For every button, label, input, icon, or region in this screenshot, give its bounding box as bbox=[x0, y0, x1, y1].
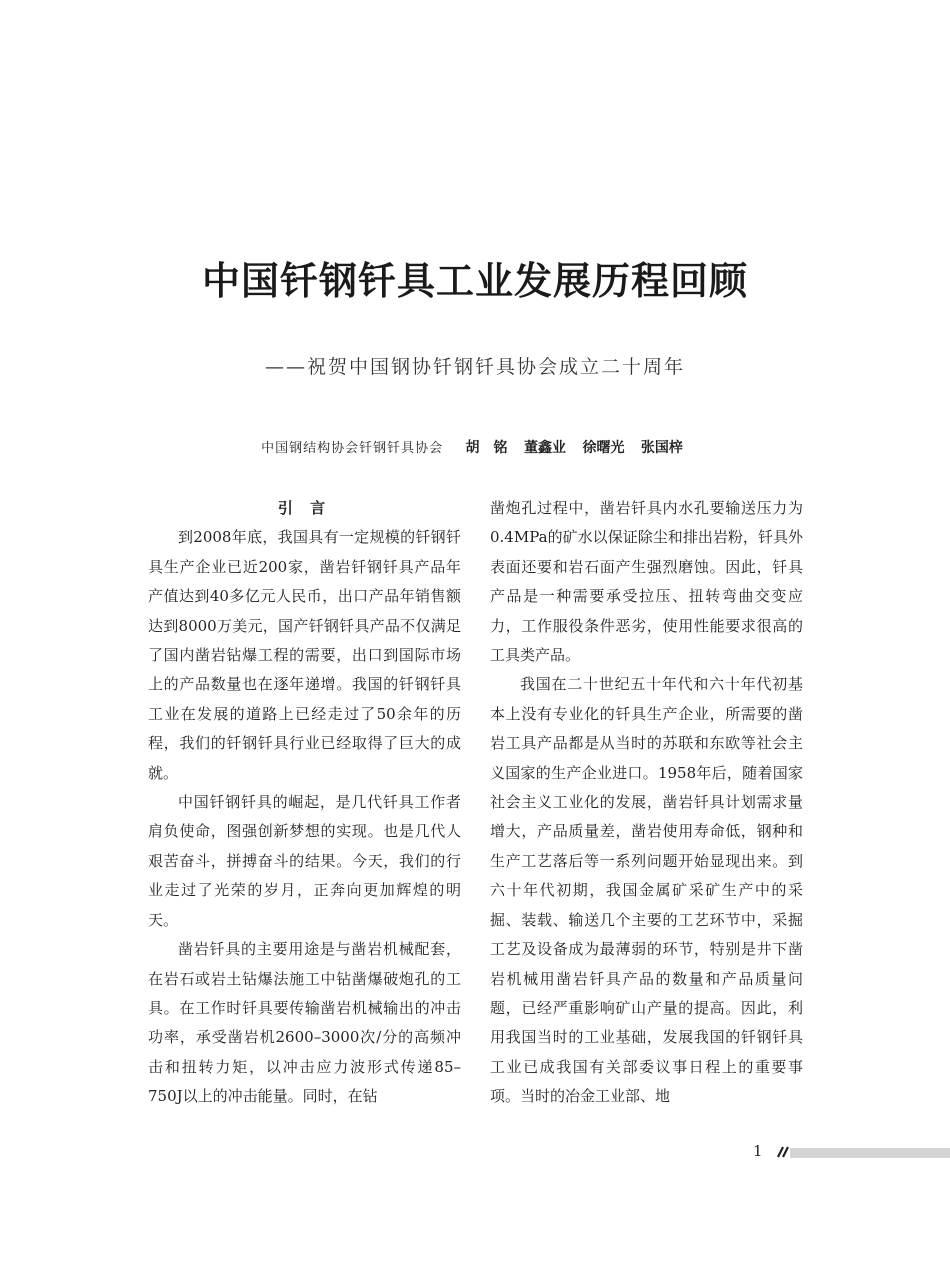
body-paragraph: 到2008年底，我国具有一定规模的钎钢钎具生产企业已近200家，凿岩钎钢钎具产品年产值达到40多亿元人民币，出口产品年销售额达到8000万美元，国产钎钢钎具产品不仅满足了国内凿岩钻爆工程的需要，出口到国际市场上的产品数量也在逐年递增。我国的钎钢钎具工业在发展的道路上已经走过了50余年的历程，我们的钎钢钎具行业已经取得了巨大的成就。 bbox=[148, 528, 461, 782]
author-organization: 中国钢结构协会钎钢钎具协会 bbox=[261, 441, 444, 456]
footer-decorative-bar bbox=[790, 1148, 950, 1158]
section-heading-intro: 引 言 bbox=[277, 499, 332, 517]
body-paragraph-continued: 凿炮孔过程中，凿岩钎具内水孔要输送压力为0.4MPa的矿水以保证除尘和排出岩粉，钎具外表面还要和岩石面产生强烈磨蚀。因此，钎具产品是一种需要承受拉压、扭转弯曲交变应力，工作服役条件恶劣，使用性能要求很高的工具类产品。 bbox=[490, 499, 803, 665]
right-column bbox=[490, 494, 803, 1112]
author-name: 董鑫业 bbox=[524, 440, 566, 456]
article-title: 中国钎钢钎具工业发展历程回顾 bbox=[201, 258, 748, 303]
body-paragraph: 中国钎钢钎具的崛起，是几代钎具工作者肩负使命，图强创新梦想的实现。也是几代人艰苦奋斗，拼搏奋斗的结果。今天，我们的行业走过了光荣的岁月，正奔向更加辉煌的明天。 bbox=[148, 793, 461, 929]
left-column bbox=[148, 494, 461, 1112]
page-number: 1 bbox=[753, 1142, 763, 1160]
body-paragraph: 我国在二十世纪五十年代和六十年代初基本上没有专业化的钎具生产企业，所需要的凿岩工具产品都是从当时的苏联和东欧等社会主义国家的生产企业进口。1958年后，随着国家社会主义工业化的发展，凿岩钎具计划需求量增大，产品质量差，凿岩使用寿命低，钢种和生产工艺落后等一系列问题开始显现出来。到六十年代初期，我国金属矿采矿生产中的采掘、装载、输送几个主要的工艺环节中，采掘工艺及设备成为最薄弱的环节，特别是井下凿岩机械用凿岩钎具产品的数量和产品质量问题，已经严重影响矿山产量的提高。因此，利用我国当时的工业基础，发展我国的钎钢钎具工业已成我国有关部委议事日程上的重要事项。当时的冶金工业部、地 bbox=[490, 675, 803, 1106]
byline bbox=[0, 437, 950, 457]
article-subtitle: ——祝贺中国钢协钎钢钎具协会成立二十周年 bbox=[264, 356, 685, 378]
author-name: 张国梓 bbox=[640, 440, 683, 456]
body-paragraph: 凿岩钎具的主要用途是与凿岩机械配套，在岩石或岩土钻爆法施工中钻凿爆破炮孔的工具。在工作时钎具要传输凿岩机械输出的冲击功率，承受凿岩机2600–3000次/分的高频冲击和扭转力矩，以冲击应力波形式传递85–750J以上的冲击能量。同时，在钻 bbox=[148, 940, 461, 1106]
author-name: 徐曙光 bbox=[582, 440, 625, 456]
author-name: 胡 铭 bbox=[465, 440, 508, 456]
